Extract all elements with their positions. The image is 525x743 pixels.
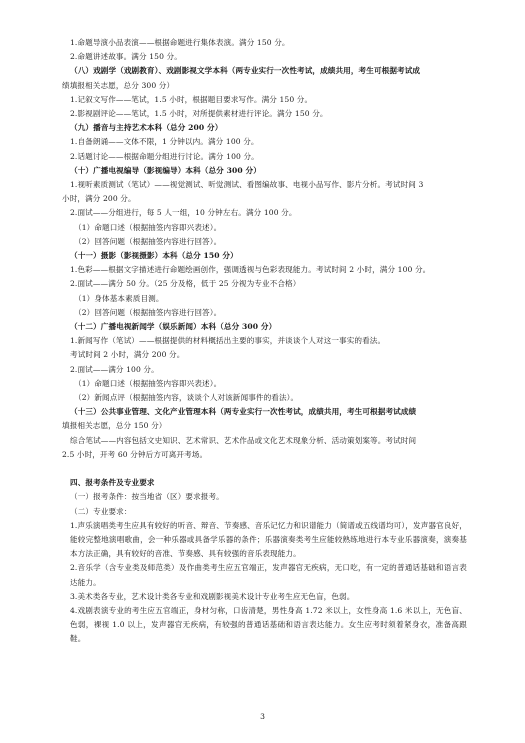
page-number: 3: [260, 712, 265, 721]
text-line: 1.新闻写作（笔试）——根据提供的材料概括出主要的事实，并谈谈个人对这一事实的看法。: [70, 336, 386, 346]
paragraph: 1.声乐演唱类考生应具有较好的听音、辩音、节奏感、音乐记忆力和识谱能力（简谱或五线谱均可），发声器官良好，能较完整地演唱歌曲，会一种乐器或具备学乐器的条件；乐器演奏类考生应能较熟练地进行本专业乐器演奏，演奏基本方法正确，具有较好的音准、节奏感、具有较强的音乐表现能力。: [70, 520, 467, 559]
section-heading: （十）广播电视编导（影视编导）本科（总分 300 分）: [70, 165, 261, 175]
text-line: （二）专业要求：: [70, 506, 132, 516]
text-line: 2.影视剧评论——笔试，1.5 小时，对所提供素材进行评论。满分 150 分。: [70, 109, 328, 119]
text-line: （1）命题口述（根据抽签内容即兴表述）。: [74, 378, 222, 388]
text-line: （1）身体基本素质目测。: [74, 293, 164, 303]
text-line: 1.色彩——根据文字描述进行命题绘画创作，强调透视与色彩表现能力。考试时间 2 小时，满分 100 分。: [70, 265, 431, 275]
text-line: 1.视听素质测试（笔试）——视觉测试、听觉测试、看图编故事、电视小品写作、影片分析。考试时间 3: [70, 180, 424, 190]
section-heading: （十一）摄影（影视摄影）本科（总分 150 分）: [70, 251, 238, 261]
text-line: 2.话题讨论——根据命题分组进行讨论。满分 100 分。: [70, 151, 259, 161]
paragraph: 4.戏剧表演专业的考生应五官端正，身材匀称，口齿清楚，男性身高 1.72 米以上，女性身高 1.6 米以上，无色盲、色弱，裸视 1.0 以上，发声器官无疾病，有较强的普通话基础和语言表达能力。女生应考时须着紧身衣，准备高跟鞋。: [70, 605, 467, 644]
text-line: （1）命题口述（根据抽签内容即兴表述）。: [74, 222, 222, 232]
text-line: 2.命题讲述故事。满分 150 分。: [70, 52, 182, 62]
text-line: 3.美术类各专业，艺术设计类各专业和戏剧影视美术设计专业考生应无色盲，色弱。: [70, 591, 355, 601]
chapter-heading: 四、报考条件及专业要求: [70, 478, 155, 488]
text-line: （2）回答问题（根据抽签内容进行回答）。: [74, 236, 222, 246]
text-line: 1.命题导演小品表演——根据命题进行集体表演。满分 150 分。: [70, 38, 290, 47]
text-line: 2.面试——分组进行，每 5 人一组，10 分钟左右。满分 100 分。: [70, 208, 297, 218]
text-line: 2.5 小时，开考 60 分钟后方可离开考场。: [62, 449, 208, 459]
text-line: 绩填报相关志愿，总分 300 分）: [62, 80, 175, 90]
section-heading: （十三）公共事业管理、文化产业管理本科（两专业实行一次性考试，成绩共用，考生可根据考试成绩: [70, 407, 417, 417]
section-heading: （九）播音与主持艺术本科（总分 200 分）: [70, 123, 223, 133]
text-line: 2.面试——满分 50 分。（25 分及格，低于 25 分视为专业不合格）: [70, 279, 301, 289]
text-line: 1.自备朗诵——文体不限，1 分钟以内。满分 100 分。: [70, 137, 259, 147]
text-line: 2.面试——满分 100 分。: [70, 364, 159, 374]
text-line: （一）报考条件：按当地省（区）要求报考。: [70, 492, 224, 502]
section-heading: （八）戏剧学（戏剧教育）、戏剧影视文学本科（两专业实行一次性考试，成绩共用，考生可根据考试成: [70, 66, 421, 76]
section-heading: （十二）广播电视新闻学（娱乐新闻）本科（总分 300 分）: [70, 322, 277, 332]
text-line: （2）回答问题（根据抽签内容进行回答）。: [74, 307, 222, 317]
paragraph: 2.音乐学（含专业类及师范类）及作曲类考生应五官端正，发声器官无疾病，无口吃，有一定的普通话基础和语言表达能力。: [70, 563, 467, 587]
text-line: 小时，满分 200 分。: [62, 194, 136, 204]
spacer: [62, 462, 467, 476]
text-line: 综合笔试——内容包括文史知识、艺术常识、艺术作品或文化艺术现象分析、活动策划案等。考试时间: [70, 435, 417, 445]
text-line: 填报相关志愿，总分 150 分）: [62, 421, 167, 431]
text-line: 考试时间 2 小时，满分 200 分。: [70, 350, 185, 360]
text-line: 1.记叙文写作——笔试，1.5 小时，根据题目要求写作。满分 150 分。: [70, 94, 313, 104]
text-line: （2）新闻点评（根据抽签内容，谈谈个人对该新闻事件的看法）。: [74, 393, 299, 403]
